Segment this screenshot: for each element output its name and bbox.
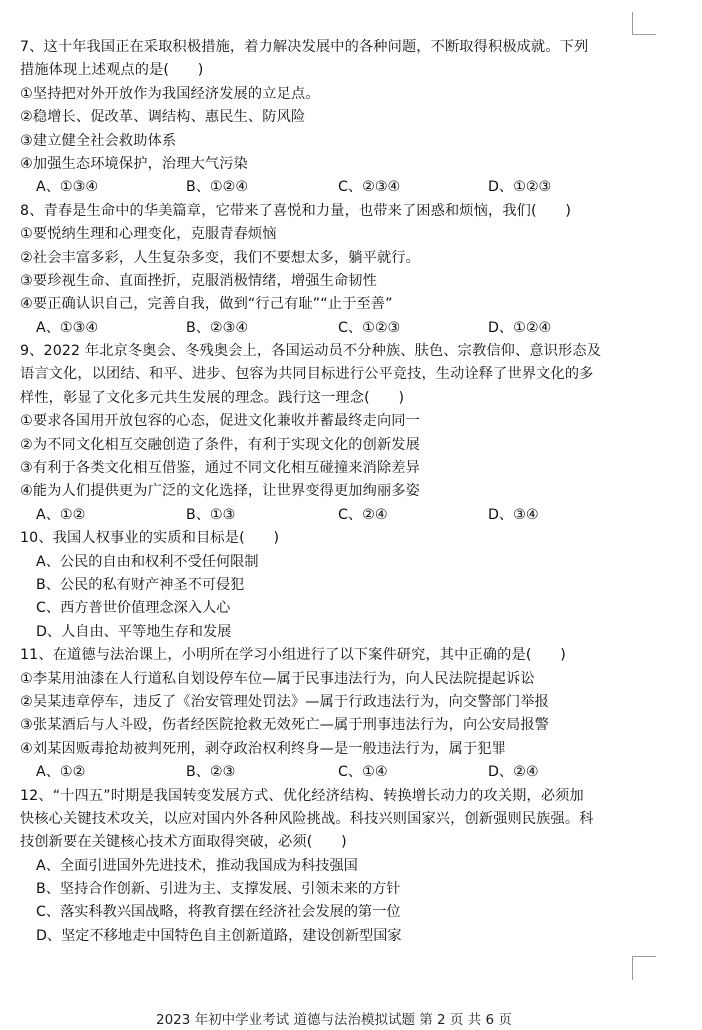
question-8 — [20, 200, 640, 340]
question-text: 10、我国人权事业的实质和目标是( ) — [20, 530, 280, 547]
option-c: C、西方普世价值理念深入人心 — [36, 600, 231, 617]
question-text: 8、青春是生命中的华美篇章，它带来了喜悦和力量，也带来了困惑和烦恼，我们( ) — [20, 202, 572, 219]
answer-options — [20, 761, 640, 784]
question-text: 快核心关键技术攻关，以应对国内外各种风险挑战。科技兴则国家兴，创新强则民族强。科 — [20, 810, 594, 827]
option-c: C、②③④ — [338, 179, 401, 196]
question-12 — [20, 785, 640, 949]
statement: ①要求各国用开放包容的心态，促进文化兼收并蓄最终走向同一 — [20, 413, 420, 430]
question-text: 语言文化，以团结、和平、进步、包容为共同目标进行公平竞技，生动诠释了世界文化的多 — [20, 366, 594, 383]
question-9 — [20, 340, 640, 527]
option-d: D、人自由、平等地生存和发展 — [36, 623, 232, 640]
option-d: D、①②④ — [488, 319, 552, 336]
answer-options — [20, 504, 640, 527]
option-d: D、③④ — [488, 506, 539, 523]
crop-mark-bottom-right — [632, 956, 633, 980]
option-c: C、落实科教兴国战略，将教育摆在经济社会发展的第一位 — [36, 904, 401, 921]
page-footer: 2023 年初中学业考试 道德与法治模拟试题 第 2 页 共 6 页 — [156, 1012, 512, 1028]
option-b: B、①③ — [186, 506, 236, 523]
question-text: 12、“十四五”时期是我国转变发展方式、优化经济结构、转换增长动力的攻关期，必须加 — [20, 787, 584, 804]
question-10 — [20, 527, 640, 644]
option-d: D、①②③ — [488, 179, 552, 196]
option-a: A、公民的自由和权利不受任何限制 — [36, 553, 259, 570]
statement: ④能为人们提供更为广泛的文化选择，让世界变得更加绚丽多姿 — [20, 483, 420, 500]
statement: ③张某酒后与人斗殴，伤者经医院抢救无效死亡—属于刑事违法行为，向公安局报警 — [20, 717, 550, 734]
question-text: 9、2022 年北京冬奥会、冬残奥会上，各国运动员不分种族、肤色、宗教信仰、意识形态及 — [20, 343, 602, 360]
question-text: 措施体现上述观点的是( ) — [20, 62, 204, 79]
question-text: 11、在道德与法治课上，小明所在学习小组进行了以下案件研究，其中正确的是( ) — [20, 647, 566, 664]
option-a: A、①③④ — [36, 179, 99, 196]
statement: ①要悦纳生理和心理变化，克服青春烦恼 — [20, 226, 277, 243]
option-a: A、全面引进国外先进技术，推动我国成为科技强国 — [36, 857, 358, 874]
question-7 — [20, 36, 640, 200]
option-b: B、①②④ — [186, 179, 249, 196]
question-text: 7、这十年我国正在采取积极措施，着力解决发展中的各种问题，不断取得积极成就。下列 — [20, 39, 589, 55]
answer-options — [20, 176, 640, 199]
question-text: 样性，彰显了文化多元共生发展的理念。践行这一理念( ) — [20, 389, 405, 406]
statement: ②社会丰富多彩，人生复杂多变，我们不要想太多，躺平就行。 — [20, 249, 420, 266]
option-b: B、②③④ — [186, 319, 249, 336]
statement: ②吴某违章停车，违反了《治安管理处罚法》—属于行政违法行为，向交警部门举报 — [20, 693, 550, 710]
option-c: C、①②③ — [338, 319, 401, 336]
statement: ①坚持把对外开放作为我国经济发展的立足点。 — [20, 85, 320, 102]
question-11 — [20, 644, 640, 784]
statement: ④要正确认识自己，完善自我，做到“行己有耻”“止于至善” — [20, 296, 393, 313]
question-text: 技创新要在关键核心技术方面取得突破，必须( ) — [20, 834, 347, 851]
statement: ②为不同文化相互交融创造了条件，有利于实现文化的创新发展 — [20, 436, 420, 453]
crop-mark-bottom-right-h — [632, 956, 656, 957]
option-a: A、①③④ — [36, 319, 99, 336]
option-b: B、公民的私有财产神圣不可侵犯 — [36, 576, 245, 593]
answer-options — [20, 317, 640, 340]
option-b: B、坚持合作创新、引进为主、支撑发展、引领未来的方针 — [36, 881, 401, 898]
option-c: C、②④ — [338, 506, 388, 523]
statement: ④加强生态环境保护，治理大气污染 — [20, 155, 248, 172]
option-d: D、②④ — [488, 764, 539, 781]
crop-mark-top-right — [632, 12, 633, 35]
option-a: A、①② — [36, 764, 86, 781]
statement: ③建立健全社会救助体系 — [20, 132, 177, 149]
crop-mark-top-right-h — [632, 34, 656, 35]
statement: ①李某用油漆在人行道私自划设停车位—属于民事违法行为，向人民法院提起诉讼 — [20, 670, 535, 687]
statement: ③有利于各类文化相互借鉴，通过不同文化相互碰撞来消除差异 — [20, 460, 420, 477]
option-c: C、①④ — [338, 764, 388, 781]
question-list — [20, 36, 640, 948]
option-d: D、坚定不移地走中国特色自主创新道路，建设创新型国家 — [36, 927, 402, 944]
option-b: B、②③ — [186, 764, 236, 781]
option-a: A、①② — [36, 506, 86, 523]
statement: ③要珍视生命、直面挫折，克服消极情绪，增强生命韧性 — [20, 272, 377, 289]
statement: ④刘某因贩毒抢劫被判死刑，剥夺政治权利终身—是一般违法行为，属于犯罪 — [20, 740, 507, 757]
statement: ②稳增长、促改革、调结构、惠民生、防风险 — [20, 109, 306, 126]
